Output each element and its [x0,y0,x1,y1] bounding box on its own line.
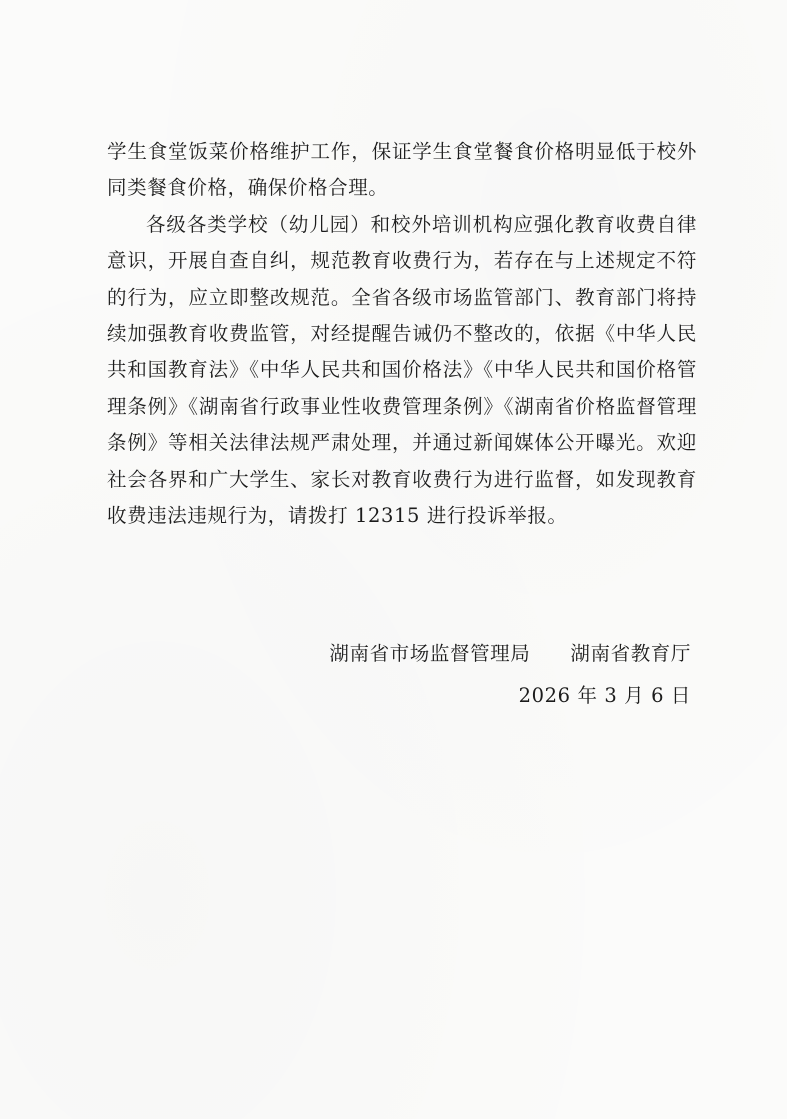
document-body [107,134,697,534]
paragraph-2: 各级各类学校（幼儿园）和校外培训机构应强化教育收费自律意识，开展自查自纠，规范教育收费行为，若存在与上述规定不符的行为，应立即整改规范。全省各级市场监管部门、教育部门将持续加强教育收费监管，对经提醒告诫仍不整改的，依据《中华人民共和国教育法》《中华人民共和国价格法》《中华人民共和国价格管理条例》《湖南省行政事业性收费管理条例》《湖南省价格监督管理条例》等相关法律法规严肃处理，并通过新闻媒体公开曝光。欢迎社会各界和广大学生、家长对教育收费行为进行监督，如发现教育收费违法违规行为，请拨打 12315 进行投诉举报。 [107,212,697,528]
signature-date: 2026 年 3 月 6 日 [518,684,691,707]
signature-block [329,633,691,717]
signature-org-market-regulation: 湖南省市场监督管理局 [329,642,531,665]
signature-org-education: 湖南省教育厅 [570,642,691,665]
paragraph-1: 学生食堂饭菜价格维护工作，保证学生食堂餐食价格明显低于校外同类餐食价格，确保价格合理。 [107,140,697,200]
signature-orgs [329,633,691,675]
